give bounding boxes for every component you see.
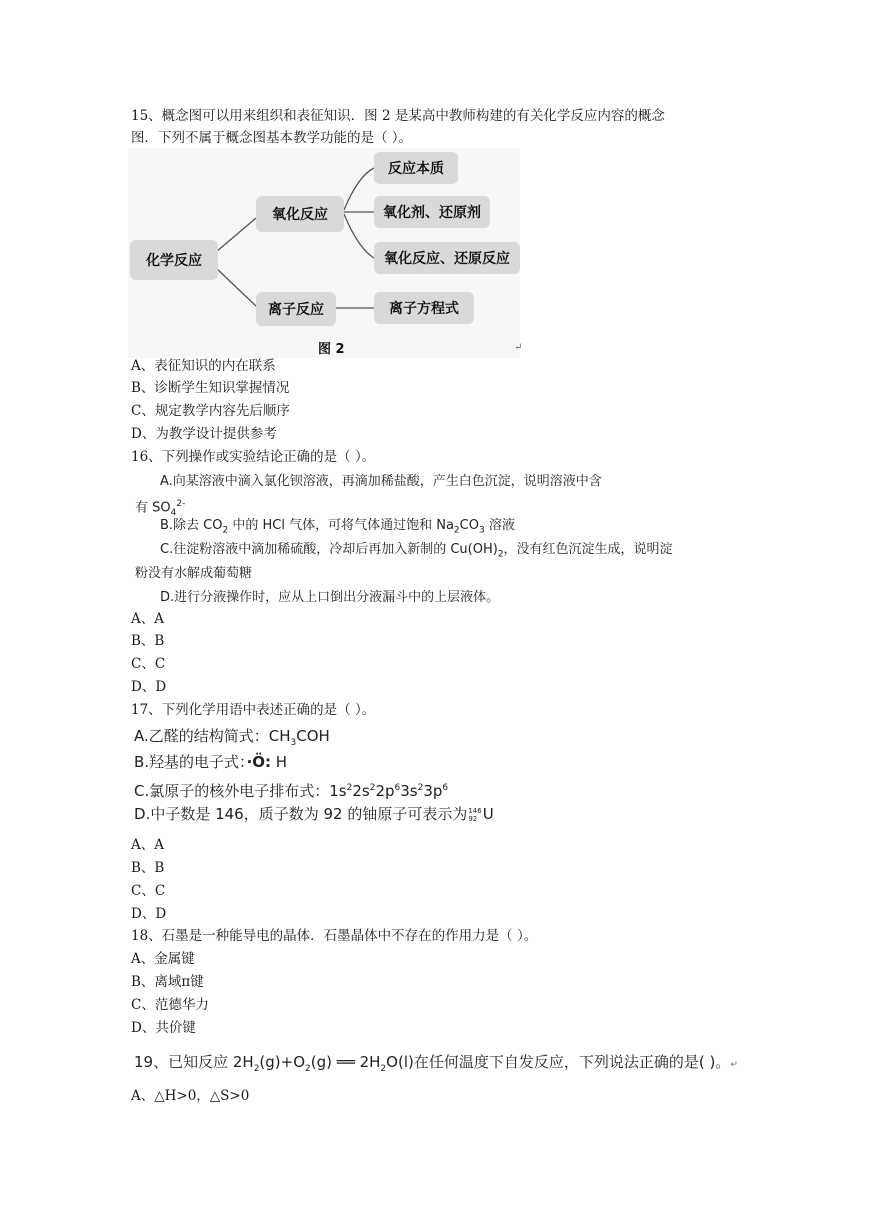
isotope-notation: 146 92 (468, 806, 482, 823)
q16-stem: 16、下列操作或实验结论正确的是（ ）。 (131, 449, 376, 465)
q15-option-c: C、规定教学内容先后顺序 (131, 403, 290, 419)
q16-choice-d: D.进行分液操作时，应从上口倒出分液漏斗中的上层液体。 (160, 590, 500, 605)
node-reaction-essence: 反应本质 (374, 152, 458, 184)
q16-choice-c-line1: C.往淀粉溶液中滴加稀硫酸，冷却后再加入新制的 $Cu(OH)_2$，没有红色沉淀生成，说明淀 (160, 542, 673, 560)
q16-option-c: C、C (131, 656, 166, 672)
figure-caption: 图 2 (318, 342, 345, 357)
q17-option-d: D、D (131, 906, 167, 922)
q18-option-c: C、范德华力 (131, 997, 209, 1013)
q19-option-a: A、△H>0，△S>0 (131, 1088, 250, 1104)
node-ionic-reaction: 离子反应 (256, 292, 336, 326)
q17-option-a: A、A (131, 837, 164, 853)
q17-choice-a: A.乙醛的结构简式：$CH_3COH$ (134, 727, 330, 748)
connector-root-oxidation (216, 218, 256, 252)
node-ionic-equation: 离子方程式 (374, 292, 474, 324)
q16-choice-a-line1: A.向某溶液中滴入氯化钡溶液，再滴加稀盐酸，产生白色沉淀，说明溶液中含 (160, 474, 602, 489)
q17-choice-c: C.氯原子的核外电子排布式：$1s^22s^22p^63s^23p^6$ (134, 782, 449, 800)
node-oxidation-reaction: 氧化反应 (256, 196, 344, 232)
return-mark-icon: ↵ (514, 342, 523, 353)
q17-stem: 17、下列化学用语中表述正确的是（ ）。 (131, 702, 376, 718)
q18-option-b: B、离域π键 (131, 974, 204, 990)
q16-choice-b: B.除去 $CO_2$ 中的 HCl 气体，可将气体通过饱和 $Na_2CO_3$ 溶液 (160, 518, 515, 536)
q18-option-d: D、共价键 (131, 1020, 196, 1036)
q17-choice-d: D.中子数是 146，质子数为 92 的铀原子可表示为 146 92 U (134, 805, 494, 823)
q17-option-c: C、C (131, 883, 166, 899)
return-mark-icon: ↵ (730, 1060, 738, 1070)
q15-option-b: B、诊断学生知识掌握情况 (131, 380, 290, 396)
q15-stem-line2: 图．下列不属于概念图基本教学功能的是（ ）。 (131, 130, 413, 146)
q15-stem-line1: 15、概念图可以用来组织和表征知识．图 2 是某高中教师构建的有关化学反应内容的概念 (131, 108, 665, 124)
connector-oxidation-leaf1 (344, 168, 374, 210)
q16-option-a: A、A (131, 611, 164, 627)
q15-option-a: A、表征知识的内在联系 (131, 358, 276, 374)
node-chemical-reaction: 化学反应 (130, 240, 218, 280)
q16-choice-c-line2: 粉没有水解成葡萄糖 (135, 566, 253, 581)
q18-option-a: A、金属键 (131, 951, 195, 967)
node-oxidation-reduction: 氧化反应、还原反应 (374, 242, 520, 274)
q18-stem: 18、石墨是一种能导电的晶体．石墨晶体中不存在的作用力是（ ）。 (131, 928, 538, 944)
node-oxidant-reductant: 氧化剂、还原剂 (374, 196, 490, 228)
q17-choice-b: B.羟基的电子式：·Ö: H (134, 753, 288, 771)
concept-map-figure (128, 148, 523, 358)
connector-root-ionic (216, 268, 256, 306)
q15-option-d: D、为教学设计提供参考 (131, 426, 277, 442)
q17-option-b: B、B (131, 860, 165, 876)
connector-oxidation-leaf3 (344, 214, 374, 258)
q16-option-b: B、B (131, 633, 165, 649)
q16-option-d: D、D (131, 679, 167, 695)
q16-choice-a-line2: 有 $SO_4^{2-}$ (135, 499, 186, 518)
q19-stem: 19、已知反应 $2H_2(g)+O_2(g)$ ══ $2H_2O(l)$在任何温度下自发反应，下列说法正确的是( )。↵ (134, 1053, 738, 1074)
